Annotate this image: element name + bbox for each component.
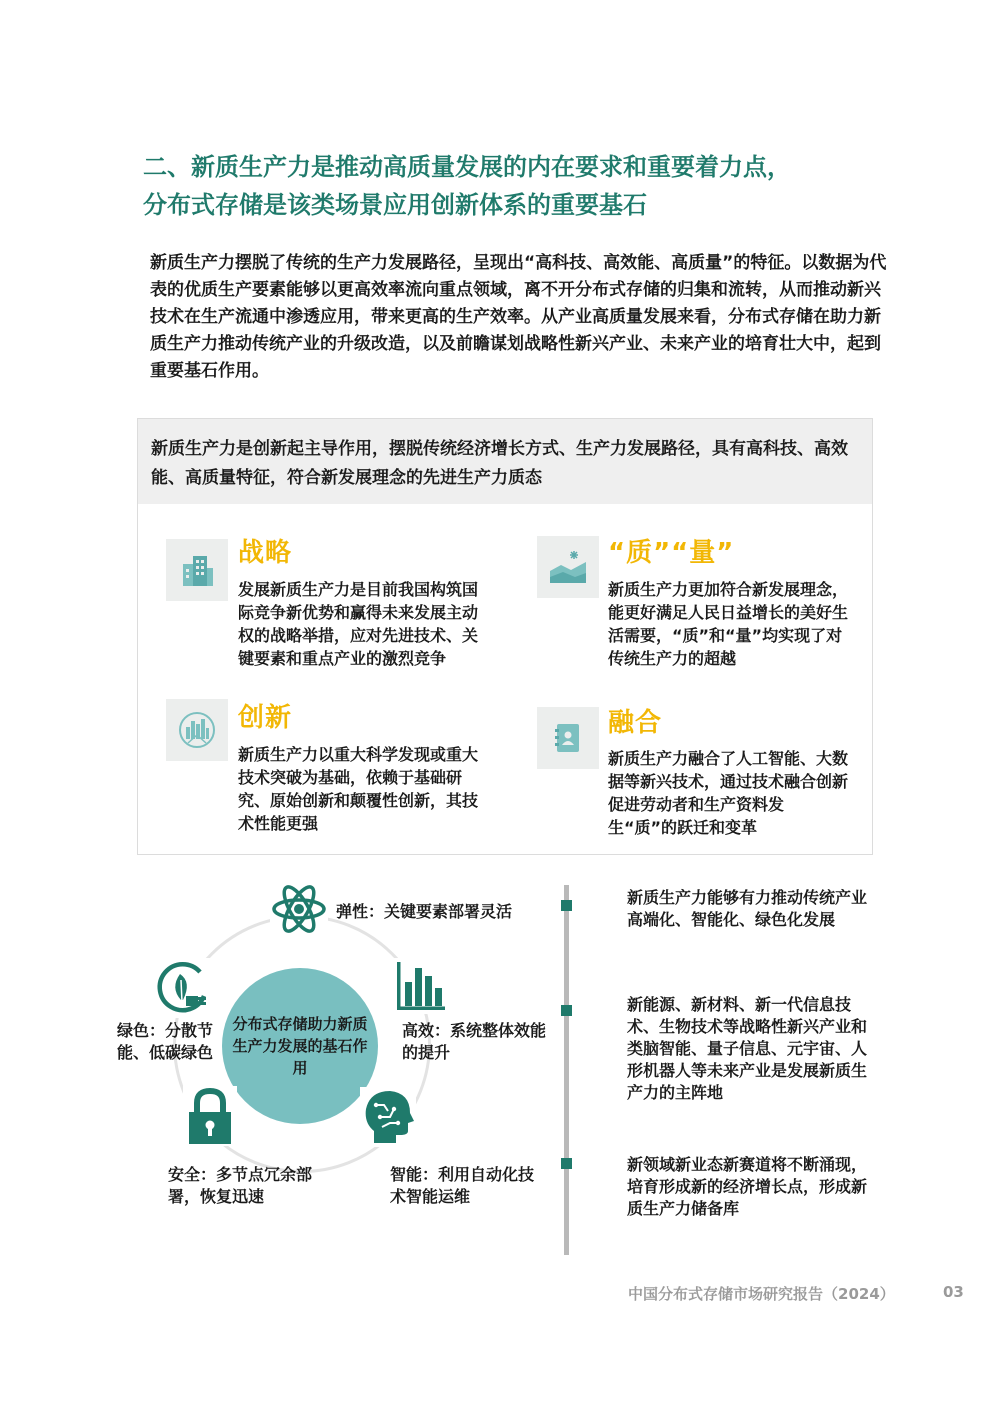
leaf-plug-icon <box>152 958 212 1022</box>
label-green <box>117 1020 235 1064</box>
label-efficiency-text: 系统整体效能的提升 <box>402 1021 547 1062</box>
timeline-point-2: 新能源、新材料、新一代信息技术、生物技术等战略性新兴产业和类脑智能、量子信息、元宇宙、人形机器人等未来产业是发展新质生产力的主阵地 <box>627 995 868 1102</box>
label-elasticity <box>336 901 556 923</box>
timeline-marker <box>561 1005 572 1016</box>
section-title-line2: 分布式存储是该类场景应用创新体系的重要基石 <box>143 191 647 219</box>
label-efficiency-key: 高效 <box>402 1021 435 1040</box>
card-text-innovation: 新质生产力以重大科学发现或重大技术突破为基础，依赖于基础研究、原始创新和颠覆性创新，其技术性能更强 <box>238 745 479 833</box>
bar-chart-icon <box>393 958 449 1018</box>
label-security-text: 多节点冗余部署，恢复迅速 <box>168 1165 313 1206</box>
label-green-text: 分散节能、低碳绿色 <box>117 1021 214 1062</box>
card-text-fusion: 新质生产力融合了人工智能、大数据等新兴技术，通过技术融合创新促进劳动者和生产资料发生“质”的跃迁和变革 <box>608 749 849 837</box>
timeline-point-3: 新领域新业态新赛道将不断涌现，培育形成新的经济增长点，形成新质生产力储备库 <box>627 1155 868 1218</box>
label-security-key: 安全 <box>168 1165 201 1184</box>
label-efficiency-sep: ： <box>434 1021 451 1040</box>
timeline-marker <box>561 1158 572 1169</box>
timeline-marker <box>561 900 572 911</box>
label-intelligence-key: 智能 <box>390 1165 423 1184</box>
intro-paragraph: 新质生产力摆脱了传统的生产力发展路径，呈现出“高科技、高效能、高质量”的特征。以数据为代表的优质生产要素能够以更高效率流向重点领域，离不开分布式存储的归集和流转，从而推动新兴技术在生产流通中渗透应用，带来更高的生产效率。从产业高质量发展来看，分布式存储在助力新质生产力推动传统产业的升级改造，以及前瞻谋划战略性新兴产业、未来产业的培育壮大中，起到重要基石作用。 <box>150 253 887 381</box>
section-title <box>143 148 883 224</box>
label-elasticity-sep: ： <box>368 902 385 921</box>
label-efficiency <box>402 1020 547 1064</box>
landscape-icon <box>537 536 599 598</box>
label-intelligence-text: 利用自动化技术智能运维 <box>390 1165 535 1206</box>
label-elasticity-text: 关键要素部署灵活 <box>384 902 513 921</box>
label-intelligence-sep: ： <box>422 1165 439 1184</box>
card-text-quality-quantity: 新质生产力更加符合新发展理念，能更好满足人民日益增长的美好生活需要，“质”和“量”均实现了对传统生产力的超越 <box>608 580 849 668</box>
feature-box <box>137 418 873 855</box>
card-text-strategy: 发展新质生产力是目前我国构筑国际竞争新优势和赢得未来发展主动权的战略举措，应对先进技术、关键要素和重点产业的激烈竞争 <box>238 580 479 668</box>
label-green-key: 绿色 <box>117 1021 150 1040</box>
card-title-quality-quantity: “质”“量” <box>608 538 735 568</box>
card-title-strategy: 战略 <box>238 538 293 568</box>
page-number: 03 <box>943 1283 964 1301</box>
label-green-sep: ： <box>149 1021 166 1040</box>
city-circle-icon <box>166 699 228 761</box>
label-intelligence <box>390 1164 540 1208</box>
contact-book-icon <box>537 707 599 769</box>
label-security <box>168 1164 328 1208</box>
lock-icon <box>183 1086 237 1150</box>
ai-head-icon <box>360 1087 416 1151</box>
card-title-fusion: 融合 <box>608 708 663 738</box>
card-title-innovation: 创新 <box>238 703 293 733</box>
diagram-center: 分布式存储助力新质生产力发展的基石作用 <box>222 968 378 1124</box>
building-icon <box>166 539 228 601</box>
section-title-line1: 二、新质生产力是推动高质量发展的内在要求和重要着力点， <box>143 153 791 181</box>
label-elasticity-key: 弹性 <box>336 902 369 921</box>
footer-report-title: 中国分布式存储市场研究报告（2024） <box>628 1285 895 1303</box>
timeline-divider <box>564 885 569 1255</box>
timeline-point-1: 新质生产力能够有力推动传统产业高端化、智能化、绿色化发展 <box>627 888 868 929</box>
atom-icon <box>270 880 328 942</box>
label-security-sep: ： <box>200 1165 217 1184</box>
feature-box-header: 新质生产力是创新起主导作用，摆脱传统经济增长方式、生产力发展路径，具有高科技、高效能、高质量特征，符合新发展理念的先进生产力质态 <box>138 419 872 504</box>
